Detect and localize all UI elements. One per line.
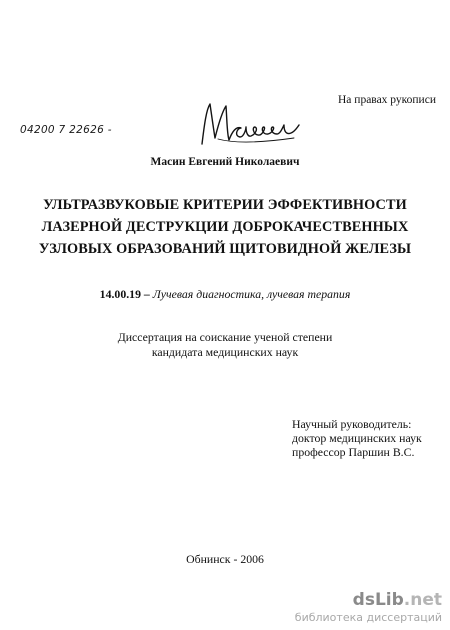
specialty-line [0,287,450,302]
watermark-logo-part2: .net [403,590,442,610]
archive-stamp: 04200 7 22626 - [20,124,112,136]
dissertation-title [0,194,450,260]
watermark-logo [353,590,442,610]
watermark-logo-part1: dsLib [352,590,404,610]
signature-image [196,98,301,148]
author-name: Масин Евгений Николаевич [150,156,300,168]
supervisor-line-3: профессор Паршин В.С. [292,445,415,459]
city-year: Обнинск - 2006 [186,552,264,566]
specialty-name: Лучевая диагностика, лучевая терапия [152,287,351,301]
degree-line-2: кандидата медицинских наук [151,345,299,359]
rights-note: На правах рукописи [338,94,436,106]
supervisor-line-2: доктор медицинских наук [292,431,422,445]
supervisor-block [292,417,422,459]
title-line-2: ЛАЗЕРНОЙ ДЕСТРУКЦИИ ДОБРОКАЧЕСТВЕННЫХ [41,219,409,235]
degree-statement [0,330,450,360]
title-line-3: УЗЛОВЫХ ОБРАЗОВАНИЙ ЩИТОВИДНОЙ ЖЕЛЕЗЫ [38,241,412,257]
watermark-text: библиотека диссертаций [294,611,442,624]
title-line-1: УЛЬТРАЗВУКОВЫЕ КРИТЕРИИ ЭФФЕКТИВНОСТИ [43,197,407,213]
degree-line-1: Диссертация на соискание ученой степени [117,330,333,344]
supervisor-line-1: Научный руководитель: [292,417,412,431]
specialty-code: 14.00.19 – [99,287,150,301]
